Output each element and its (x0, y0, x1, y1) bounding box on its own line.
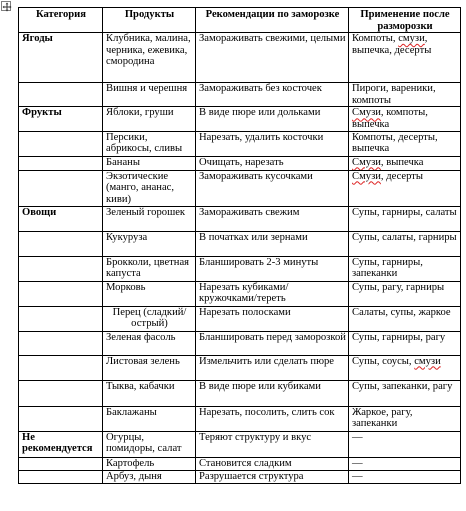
usage-cell (349, 83, 461, 107)
recommendation-cell: Бланшировать 2-3 минуты (196, 256, 349, 281)
table-row (19, 107, 461, 131)
category-cell: Фрукты (19, 107, 103, 131)
usage-text: , выпечка, десерты (352, 33, 432, 56)
usage-text: Жаркое, рагу, запеканки (352, 406, 413, 430)
product-cell: Брокколи, цветная капуста (103, 256, 196, 281)
usage-text: Компоты, десерты, выпечка (352, 131, 438, 155)
table-row (19, 170, 461, 206)
table-row (19, 431, 461, 457)
usage-text: — (352, 470, 363, 482)
table-row (19, 156, 461, 170)
table-row (19, 457, 461, 470)
usage-text: Супы, соусы, (352, 355, 415, 367)
usage-cell (349, 355, 461, 380)
table-row (19, 256, 461, 281)
table-row (19, 33, 461, 83)
usage-text: Супы, гарниры, салаты (352, 206, 457, 218)
recommendation-cell: Нарезать, посолить, слить сок (196, 406, 349, 431)
header-products: Продукты (103, 8, 196, 33)
recommendation-cell: Замораживать свежими, целыми (196, 33, 349, 83)
recommendation-cell: В виде пюре или дольками (196, 107, 349, 131)
usage-cell (349, 457, 461, 470)
usage-text: Супы, гарниры, запеканки (352, 256, 423, 280)
usage-cell (349, 306, 461, 331)
usage-text: , десерты (380, 170, 424, 182)
category-cell (19, 380, 103, 406)
recommendation-cell: Бланшировать перед заморозкой (196, 331, 349, 355)
table-row (19, 331, 461, 355)
category-cell (19, 306, 103, 331)
spellcheck-flagged-word: Смузи (352, 170, 381, 182)
product-cell: Зеленый горошек (103, 206, 196, 231)
table-row (19, 355, 461, 380)
recommendation-cell: Становится сладким (196, 457, 349, 470)
product-cell: Листовая зелень (103, 355, 196, 380)
usage-cell (349, 406, 461, 431)
category-cell (19, 355, 103, 380)
header-category: Категория (19, 8, 103, 33)
category-cell (19, 83, 103, 107)
product-cell: Персики, абрикосы, сливы (103, 131, 196, 156)
category-cell (19, 256, 103, 281)
category-cell: Ягоды (19, 33, 103, 83)
product-cell: Зеленая фасоль (103, 331, 196, 355)
recommendation-cell: Очищать, нарезать (196, 156, 349, 170)
usage-cell (349, 281, 461, 306)
recommendation-cell: Теряют структуру и вкус (196, 431, 349, 457)
table-row (19, 83, 461, 107)
table-row (19, 306, 461, 331)
product-cell: Морковь (103, 281, 196, 306)
category-cell (19, 457, 103, 470)
table-row (19, 231, 461, 256)
spellcheck-flagged-word: Смузи (352, 156, 381, 168)
product-cell: Арбуз, дыня (103, 470, 196, 483)
category-cell: Овощи (19, 206, 103, 231)
product-cell: Огурцы, помидоры, салат (103, 431, 196, 457)
usage-cell (349, 431, 461, 457)
header-usage: Применение после разморозки (349, 8, 461, 33)
usage-cell (349, 156, 461, 170)
spellcheck-flagged-word: смузи (414, 355, 441, 367)
category-cell (19, 170, 103, 206)
recommendation-cell: Нарезать полосками (196, 306, 349, 331)
category-cell (19, 131, 103, 156)
spellcheck-flagged-word: Смузи (352, 107, 381, 119)
product-cell: Яблоки, груши (103, 107, 196, 131)
usage-text: Супы, рагу, гарниры (352, 281, 445, 293)
table-body (19, 33, 461, 483)
usage-text: Супы, гарниры, рагу (352, 331, 446, 343)
category-cell (19, 331, 103, 355)
table-row (19, 380, 461, 406)
recommendation-cell: В початках или зернами (196, 231, 349, 256)
recommendation-cell: Разрушается структура (196, 470, 349, 483)
usage-text: — (352, 457, 363, 469)
usage-text: Салаты, супы, жаркое (352, 306, 451, 318)
table-row (19, 131, 461, 156)
usage-cell (349, 33, 461, 83)
product-cell: Экзотические (манго, ананас, киви) (103, 170, 196, 206)
recommendation-cell: Замораживать свежим (196, 206, 349, 231)
category-cell (19, 406, 103, 431)
usage-text: Супы, салаты, гарниры (352, 231, 457, 243)
recommendation-cell: Замораживать без косточек (196, 83, 349, 107)
category-cell: Не рекомендуется (19, 431, 103, 457)
recommendation-cell: В виде пюре или кубиками (196, 380, 349, 406)
table-header-row (19, 8, 461, 33)
recommendation-cell: Замораживать кусочками (196, 170, 349, 206)
usage-text: , компоты, выпечка (352, 107, 428, 130)
recommendation-cell: Нарезать кубиками/кружочками/тереть (196, 281, 349, 306)
usage-text: , выпечка (380, 156, 424, 168)
product-cell: Картофель (103, 457, 196, 470)
table-move-handle-icon[interactable] (1, 1, 11, 11)
product-cell: Вишня и черешня (103, 83, 196, 107)
usage-cell (349, 331, 461, 355)
table-row (19, 281, 461, 306)
category-cell (19, 281, 103, 306)
usage-cell (349, 107, 461, 131)
usage-cell (349, 470, 461, 483)
product-cell: Клубника, малина, черника, ежевика, смородина (103, 33, 196, 83)
usage-text: Компоты, (352, 33, 399, 45)
header-recommendations: Рекомендации по заморозке (196, 8, 349, 33)
freezing-table (18, 7, 461, 484)
usage-cell (349, 131, 461, 156)
product-cell: Перец (сладкий/острый) (103, 306, 196, 331)
table-row (19, 470, 461, 483)
spellcheck-flagged-word: смузи (398, 33, 425, 45)
usage-cell (349, 380, 461, 406)
usage-text: Супы, запеканки, рагу (352, 380, 453, 392)
product-cell: Бананы (103, 156, 196, 170)
category-cell (19, 470, 103, 483)
usage-cell (349, 170, 461, 206)
table-row (19, 206, 461, 231)
category-cell (19, 156, 103, 170)
recommendation-cell: Нарезать, удалить косточки (196, 131, 349, 156)
category-cell (19, 231, 103, 256)
usage-text: — (352, 431, 363, 443)
usage-cell (349, 256, 461, 281)
usage-text: Пироги, вареники, компоты (352, 83, 436, 106)
usage-cell (349, 231, 461, 256)
product-cell: Кукуруза (103, 231, 196, 256)
usage-cell (349, 206, 461, 231)
recommendation-cell: Измельчить или сделать пюре (196, 355, 349, 380)
table-row (19, 406, 461, 431)
product-cell: Баклажаны (103, 406, 196, 431)
product-cell: Тыква, кабачки (103, 380, 196, 406)
